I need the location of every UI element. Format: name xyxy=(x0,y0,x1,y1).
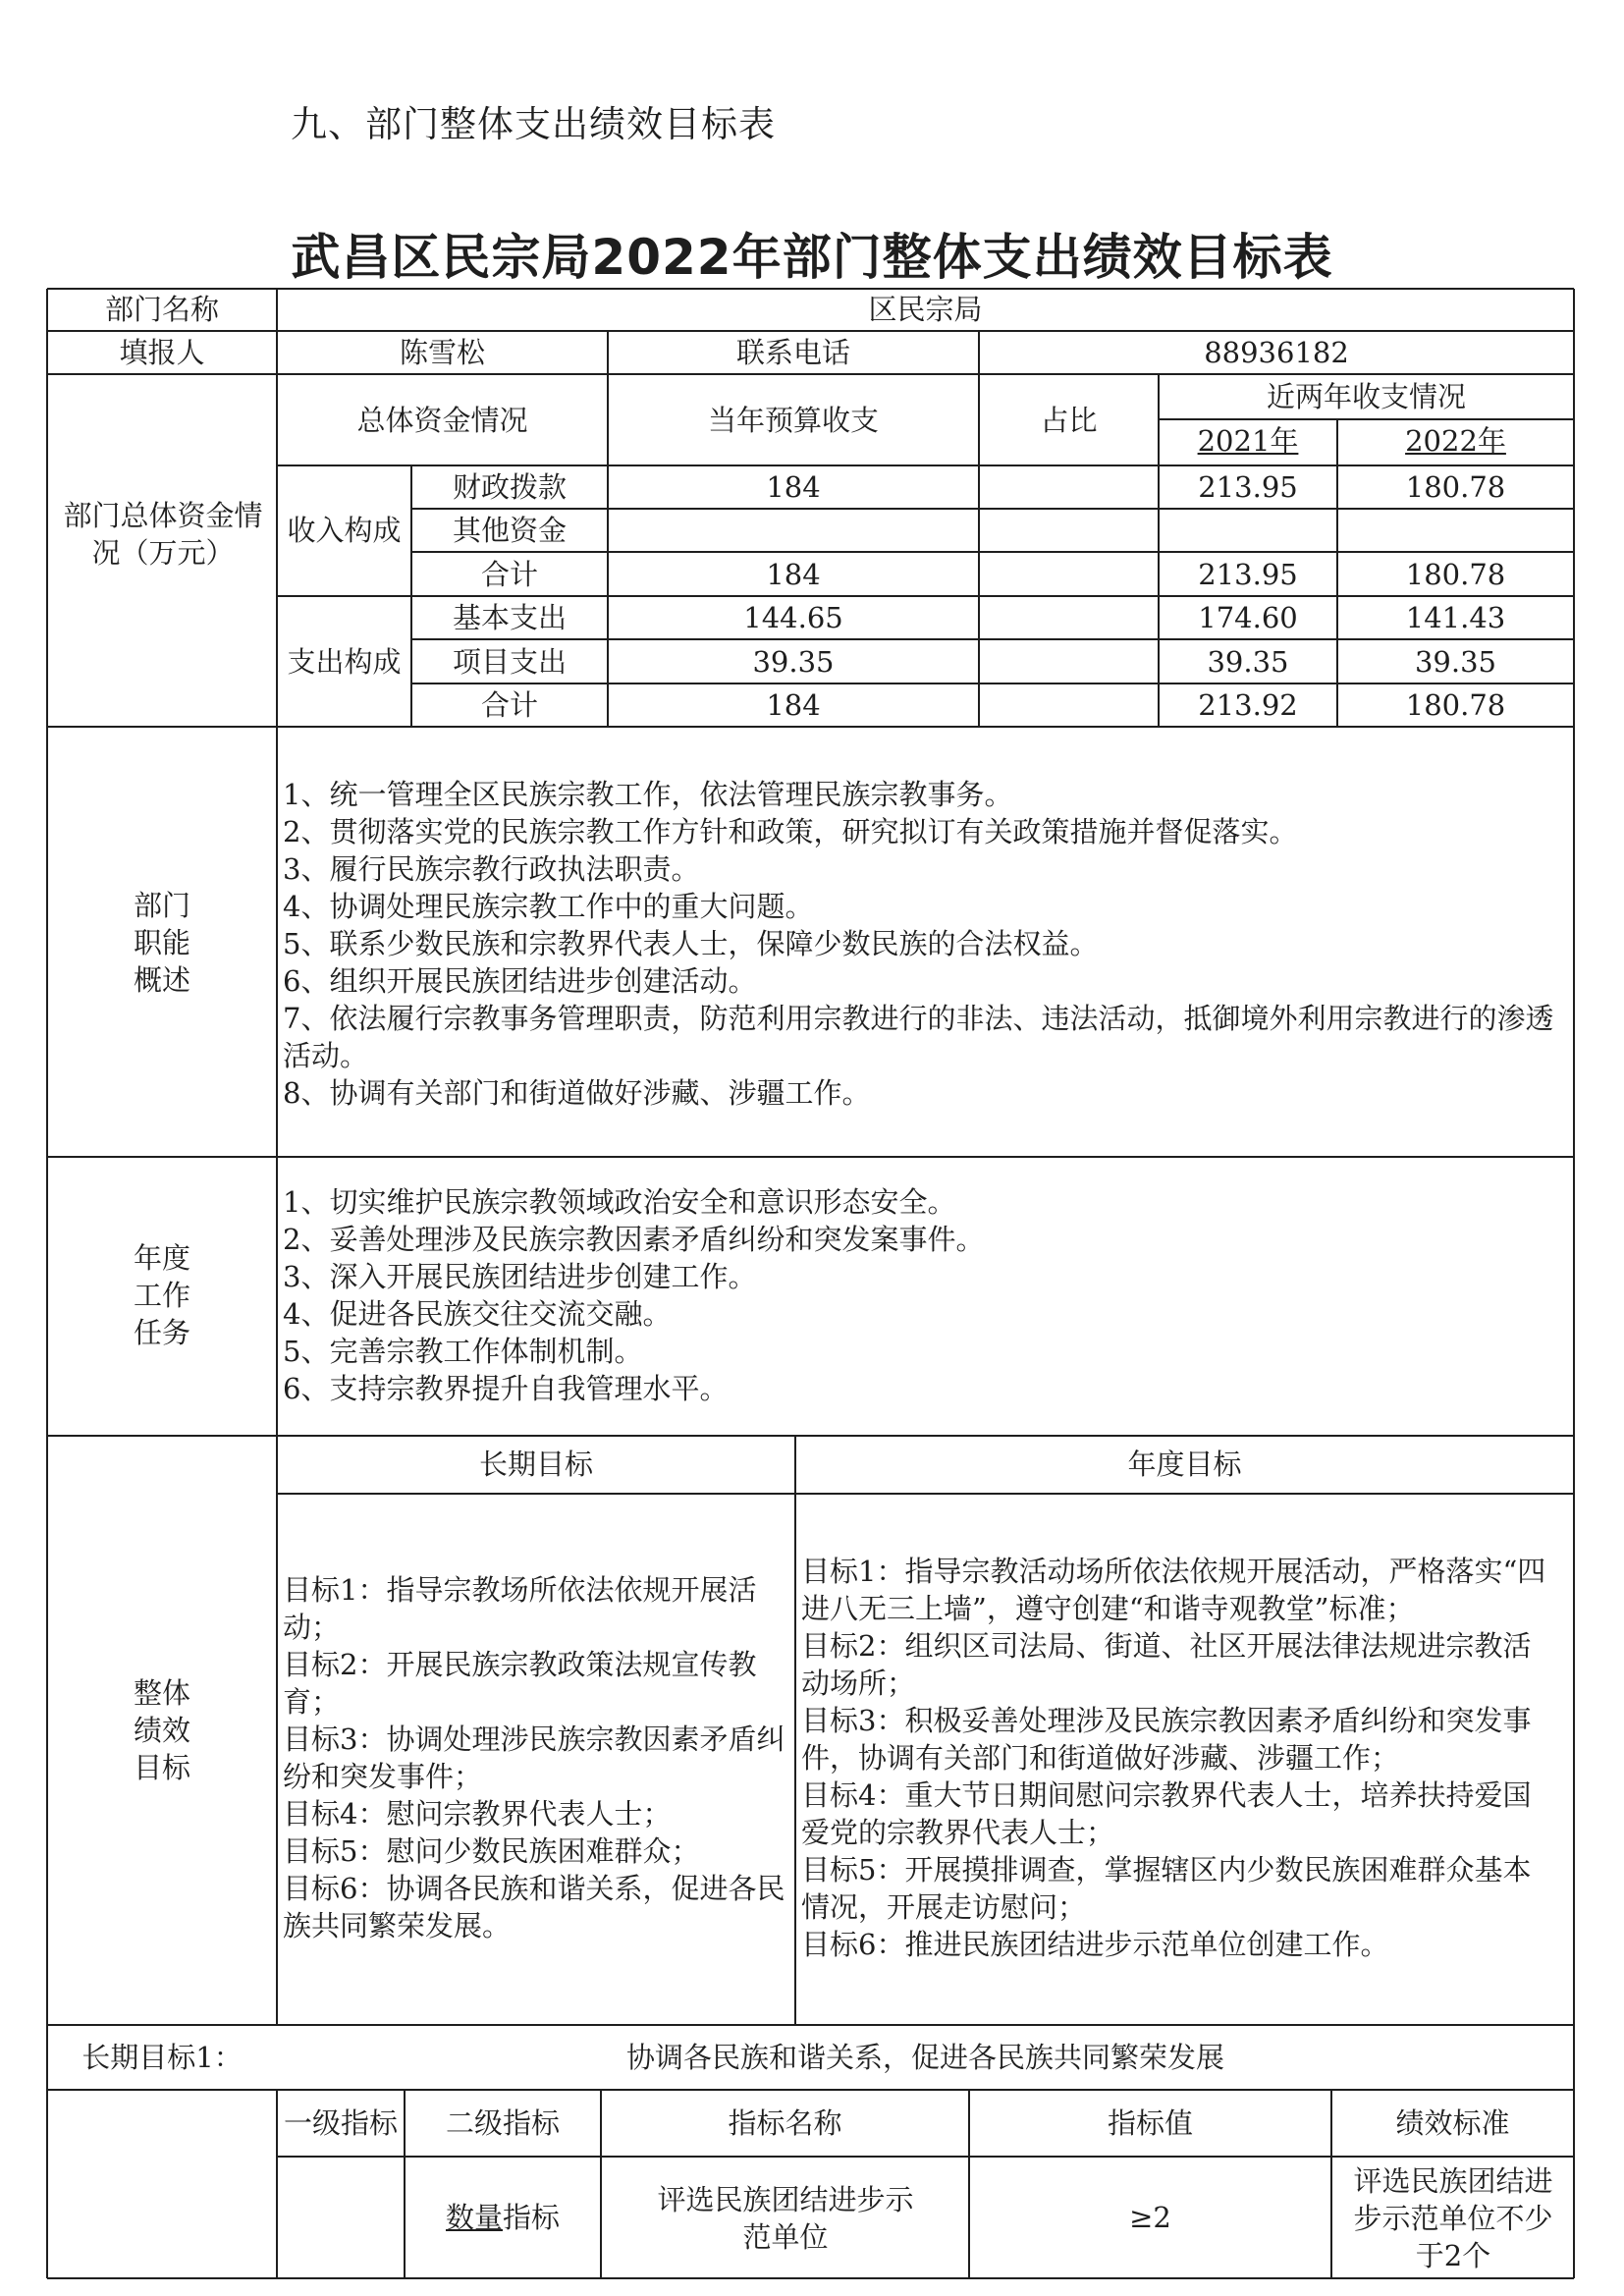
funds-row-budget: 144.65 xyxy=(743,601,843,634)
funds-row-2022: 180.78 xyxy=(1405,688,1506,722)
year-2022-label: 2022年 xyxy=(1405,424,1506,458)
budget-label: 当年预算收支 xyxy=(707,404,879,437)
expense-group-label: 支出构成 xyxy=(287,645,402,679)
funds-row-2021: 213.95 xyxy=(1198,470,1298,504)
list-item: 6、支持宗教界提升自我管理水平。 xyxy=(283,1372,729,1405)
funds-row-budget: 184 xyxy=(766,688,821,722)
list-item: 目标4：慰问宗教界代表人士； xyxy=(283,1797,672,1831)
funds-row-label: 基本支出 xyxy=(452,601,567,634)
long-term-goals-list xyxy=(283,1571,785,1944)
annual-goals-list xyxy=(801,1553,1547,1963)
list-item: 8、协调有关部门和街道做好涉藏、涉疆工作。 xyxy=(283,1076,871,1110)
phone-value: 88936182 xyxy=(1204,336,1349,369)
document-title: 武昌区民宗局2022年部门整体支出绩效目标表 xyxy=(291,229,1333,286)
indicator-standard: 评选民族团结进步示范单位不少于2个 xyxy=(1353,2164,1553,2272)
funds-row-label: 财政拨款 xyxy=(452,470,567,504)
section-heading: 九、部门整体支出绩效目标表 xyxy=(291,103,776,145)
long-goal-1-label: 长期目标1： xyxy=(81,2041,243,2074)
list-item: 2、妥善处理涉及民族宗教因素矛盾纠纷和突发案事件。 xyxy=(283,1223,985,1256)
long-goal-1-value: 协调各民族和谐关系，促进各民族共同繁荣发展 xyxy=(625,2041,1224,2074)
overall-goals-label: 整体 绩效 目标 xyxy=(133,1676,190,1784)
total-funds-label: 总体资金情况 xyxy=(356,404,528,437)
funds-row-budget: 184 xyxy=(766,470,821,504)
funds-row-2022: 141.43 xyxy=(1405,601,1506,634)
annual-tasks-list xyxy=(283,1183,1571,1407)
list-item: 7、依法履行宗教事务管理职责，防范利用宗教进行的非法、违法活动，抵御境外利用宗教进行的渗透活动。 xyxy=(283,1002,1554,1072)
list-item: 目标1：指导宗教场所依法依规开展活动； xyxy=(283,1573,757,1644)
list-item: 5、完善宗教工作体制机制。 xyxy=(283,1335,643,1368)
funds-row-label: 合计 xyxy=(480,688,538,722)
funds-row-2021: 213.95 xyxy=(1198,558,1298,591)
long-term-goals-header: 长期目标 xyxy=(478,1448,593,1481)
list-item: 目标6：推进民族团结进步示范单位创建工作。 xyxy=(801,1928,1389,1961)
funds-row-label: 其他资金 xyxy=(452,514,567,547)
list-item: 目标3：协调处理涉民族宗教因素矛盾纠纷和突发事件； xyxy=(283,1722,785,1793)
funds-section-label: 部门总体资金情况（万元） xyxy=(63,499,263,570)
list-item: 目标2：组织区司法局、街道、社区开展法律法规进宗教活动场所； xyxy=(801,1629,1532,1700)
list-item: 1、统一管理全区民族宗教工作，依法管理民族宗教事务。 xyxy=(283,778,1013,811)
functions-list xyxy=(283,776,1571,1112)
funds-row-budget: 184 xyxy=(766,558,821,591)
funds-row-2022: 39.35 xyxy=(1414,645,1497,679)
annual-tasks-label: 年度 工作 任务 xyxy=(133,1241,190,1349)
indicator-header-name: 指标名称 xyxy=(728,2106,842,2140)
funds-row-2022: 180.78 xyxy=(1405,470,1506,504)
indicator-level2: 数量指标 xyxy=(445,2201,561,2234)
indicator-header-level2: 二级指标 xyxy=(445,2106,560,2140)
indicator-header-standard: 绩效标准 xyxy=(1395,2106,1510,2140)
list-item: 4、协调处理民族宗教工作中的重大问题。 xyxy=(283,890,814,923)
ratio-label: 占比 xyxy=(1040,404,1098,437)
funds-row-label: 项目支出 xyxy=(452,645,567,679)
filler-value: 陈雪松 xyxy=(399,336,485,369)
list-item: 目标5：慰问少数民族困难群众； xyxy=(283,1834,700,1868)
funds-row-2021: 174.60 xyxy=(1198,601,1298,634)
list-item: 4、促进各民族交往交流交融。 xyxy=(283,1297,672,1331)
income-group-label: 收入构成 xyxy=(287,514,402,547)
indicator-value: ≥2 xyxy=(1129,2201,1171,2234)
indicator-name: 评选民族团结进步示范单位 xyxy=(657,2183,914,2254)
list-item: 目标3：积极妥善处理涉及民族宗教因素矛盾纠纷和突发事件，协调有关部门和街道做好涉藏、涉疆工作； xyxy=(801,1704,1532,1775)
list-item: 目标2：开展民族宗教政策法规宣传教育； xyxy=(283,1648,757,1719)
filler-label: 填报人 xyxy=(119,336,205,369)
dept-name-label: 部门名称 xyxy=(104,293,219,326)
list-item: 3、履行民族宗教行政执法职责。 xyxy=(283,852,700,886)
functions-label: 部门 职能 概述 xyxy=(133,889,190,997)
list-item: 目标4：重大节日期间慰问宗教界代表人士，培养扶持爱国爱党的宗教界代表人士； xyxy=(801,1778,1532,1849)
funds-row-2021: 39.35 xyxy=(1207,645,1289,679)
indicator-header-level1: 一级指标 xyxy=(283,2106,398,2140)
funds-row-budget: 39.35 xyxy=(752,645,835,679)
list-item: 目标5：开展摸排调查，掌握辖区内少数民族困难群众基本情况，开展走访慰问； xyxy=(801,1853,1532,1924)
list-item: 6、组织开展民族团结进步创建活动。 xyxy=(283,964,757,998)
recent-two-years-label: 近两年收支情况 xyxy=(1266,380,1466,413)
funds-row-2022: 180.78 xyxy=(1405,558,1506,591)
funds-row-2021: 213.92 xyxy=(1198,688,1298,722)
phone-label: 联系电话 xyxy=(735,336,850,369)
list-item: 5、联系少数民族和宗教界代表人士，保障少数民族的合法权益。 xyxy=(283,927,1099,960)
indicator-header-value: 指标值 xyxy=(1107,2106,1193,2140)
list-item: 1、切实维护民族宗教领域政治安全和意识形态安全。 xyxy=(283,1185,956,1219)
list-item: 2、贯彻落实党的民族宗教工作方针和政策，研究拟订有关政策措施并督促落实。 xyxy=(283,815,1298,848)
list-item: 目标6：协调各民族和谐关系，促进各民族共同繁荣发展。 xyxy=(283,1872,785,1942)
list-item: 目标1：指导宗教活动场所依法依规开展活动，严格落实“四进八无三上墙”，遵守创建“和谐寺观教堂”标准； xyxy=(801,1555,1546,1625)
funds-row-label: 合计 xyxy=(480,558,538,591)
annual-goals-header: 年度目标 xyxy=(1127,1448,1242,1481)
year-2021-label: 2021年 xyxy=(1197,424,1299,458)
list-item: 3、深入开展民族团结进步创建工作。 xyxy=(283,1260,757,1293)
dept-name-value: 区民宗局 xyxy=(868,293,983,326)
